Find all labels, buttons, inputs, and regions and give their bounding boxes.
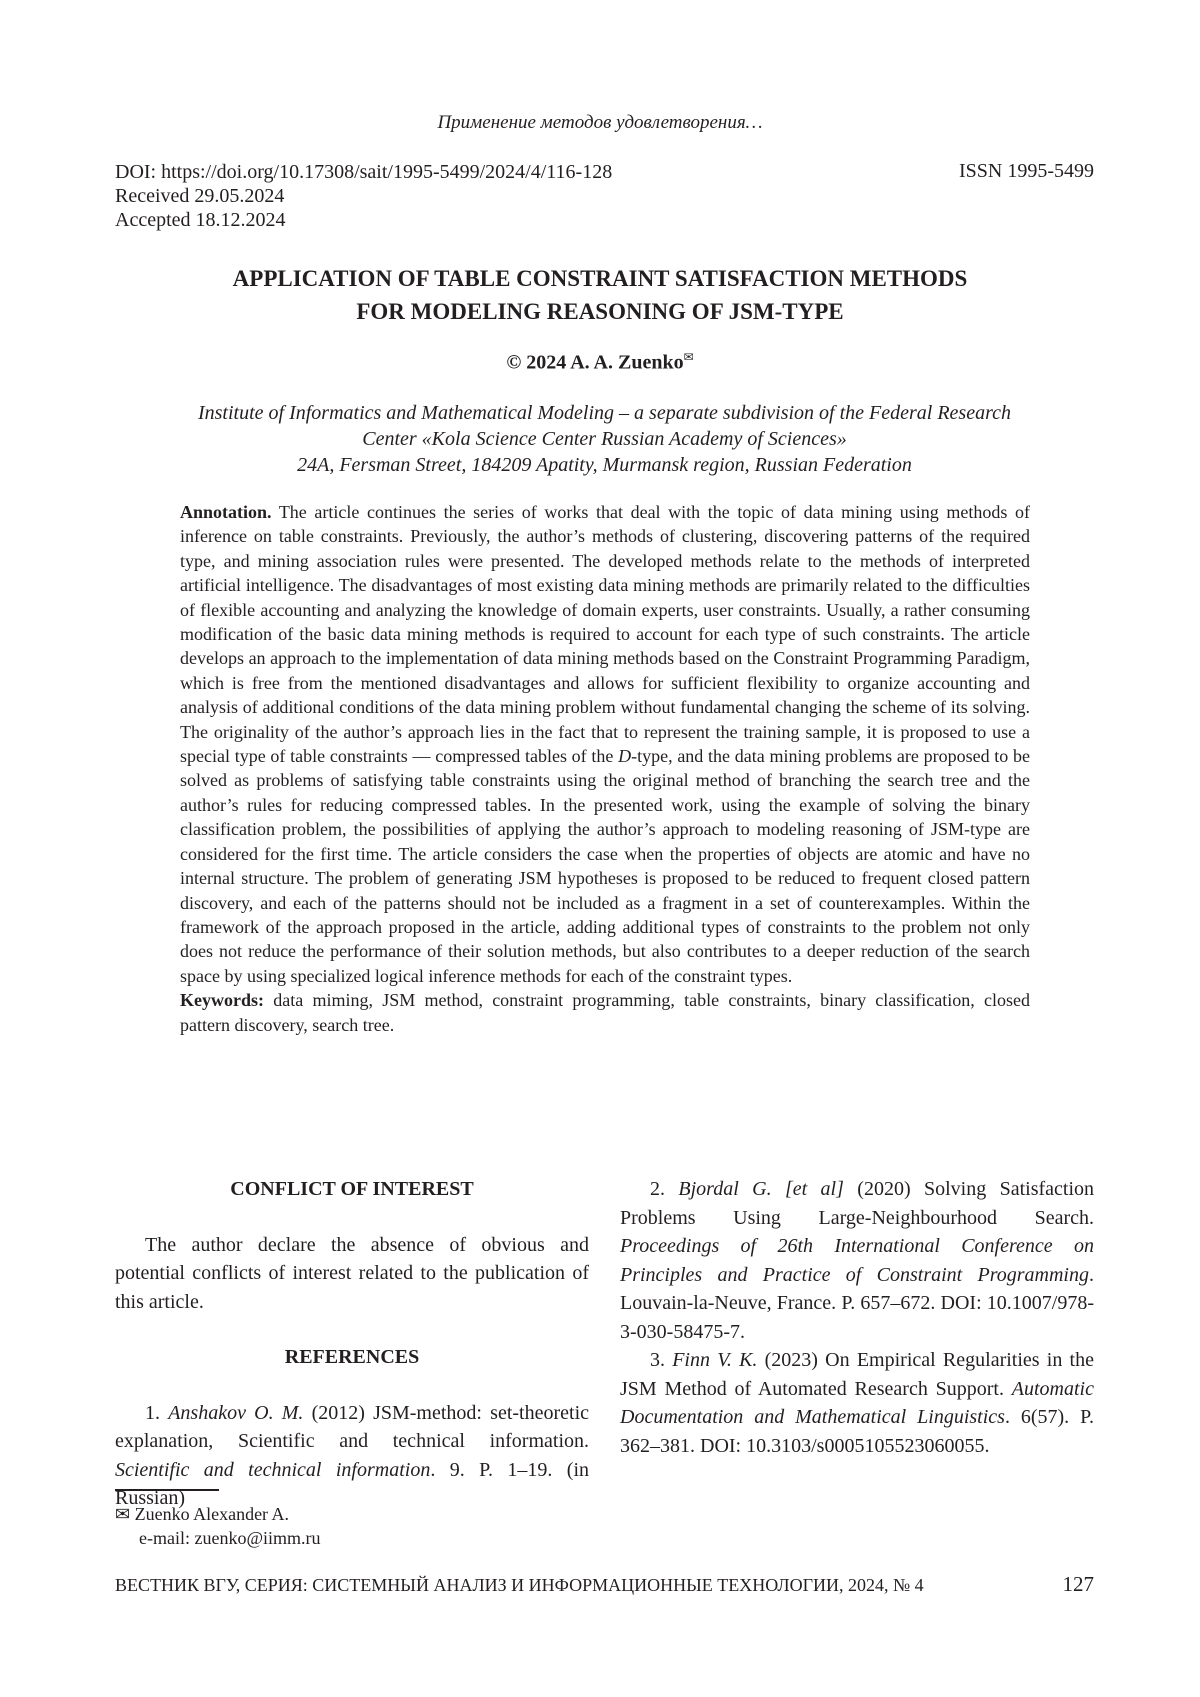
reference-item — [620, 1175, 1094, 1346]
affiliation — [115, 400, 1094, 478]
ref-text: (2020) Solving Satisfaction Problems Using Large-Neighbourhood Search. — [620, 1178, 1094, 1229]
ref-tail: . Louvain-la-Neuve, France. P. 657–672. DOI: 10.1007/978-3-030-58475-7. — [620, 1264, 1094, 1343]
footer-journal: ВЕСТНИК ВГУ, СЕРИЯ: СИСТЕМНЫЙ АНАЛИЗ И ИНФОРМАЦИОННЫЕ ТЕХНОЛОГИИ, 2024, № 4 — [115, 1575, 924, 1596]
article-title — [0, 262, 1200, 328]
keywords — [180, 988, 1030, 1037]
reference-item — [620, 1346, 1094, 1460]
footnote-email: e-mail: zuenko@iimm.ru — [115, 1526, 321, 1550]
annotation-label: Annotation. — [180, 502, 272, 522]
accepted-date: Accepted 18.12.2024 — [115, 208, 612, 232]
ref-author: Anshakov O. M. — [168, 1402, 303, 1424]
issn: ISSN 1995-5499 — [959, 160, 1094, 183]
ref-num: 2. — [650, 1178, 678, 1200]
page-number: 127 — [1063, 1572, 1095, 1597]
ref-journal: Automatic Documentation and Mathematical Linguistics — [620, 1378, 1094, 1429]
ref-journal: Scientific and technical information — [115, 1459, 430, 1481]
page-footer — [115, 1572, 1094, 1597]
received-date: Received 29.05.2024 — [115, 184, 612, 208]
title-line: APPLICATION OF TABLE CONSTRAINT SATISFACTION METHODS — [0, 262, 1200, 295]
article-meta — [115, 160, 612, 232]
author-name: © 2024 A. A. Zuenko — [506, 352, 683, 374]
affiliation-line: 24A, Fersman Street, 184209 Apatity, Murmansk region, Russian Federation — [115, 452, 1094, 478]
conflict-heading: CONFLICT OF INTEREST — [115, 1175, 589, 1204]
ref-num: 3. — [650, 1349, 672, 1371]
annotation-text: -type, and the data mining problems are proposed to be solved as problems of satisfying table constraints using the original method of branching the search tree and the author’s rules for reducing compressed tables. In the presented work, using the example of solving the binary classification problem, the possibilities of applying the author’s approach to modeling reasoning of JSM-type are considered for the first time. The article considers the case when the properties of objects are atomic and have no internal structure. The problem of generating JSM hypotheses is proposed to be reduced to frequent closed pattern discovery, and each of the patterns should not be included as a fragment in a set of counterexamples. Within the framework of the approach proposed in the article, adding additional types of constraints to the problem not only does not reduce the performance of their solution methods, but also contributes to a deeper reduction of the search space by using specialized logical inference methods for each of the constraint types. — [180, 746, 1030, 986]
doi: DOI: https://doi.org/10.17308/sait/1995-5499/2024/4/116-128 — [115, 160, 612, 184]
affiliation-line: Institute of Informatics and Mathematical Modeling – a separate subdivision of the Federal Research — [115, 400, 1094, 426]
conflict-text: The author declare the absence of obvious and potential conflicts of interest related to the publication of this article. — [115, 1231, 589, 1317]
annotation-italic: D — [618, 746, 631, 766]
footnote — [115, 1502, 321, 1550]
title-line: FOR MODELING REASONING OF JSM-TYPE — [0, 295, 1200, 328]
envelope-icon: ✉ — [684, 350, 694, 364]
annotation-text: The article continues the series of works that deal with the topic of data mining using methods of inference on table constraints. Previously, the author’s methods of clustering, discovering patterns of the required type, and mining association rules were presented. The developed methods relate to the methods of interpreted artificial intelligence. The disadvantages of most existing data mining methods are primarily related to the difficulties of flexible accounting and analyzing the knowledge of domain experts, user constraints. Usually, a rather consuming modification of the basic data mining methods is required to account for each type of such constraints. The article develops an approach to the implementation of data mining methods based on the Constraint Programming Paradigm, which is free from the mentioned disadvantages and allows for sufficient flexibility to organize accounting and analysis of additional conditions of the data mining problem without fundamental changing the scheme of its solving. The originality of the author’s approach lies in the fact that to represent the training sample, it is proposed to use a special type of table constraints — compressed tables of the — [180, 502, 1030, 766]
envelope-icon: ✉ — [115, 1504, 130, 1524]
author — [0, 350, 1200, 375]
references-heading: REFERENCES — [115, 1343, 589, 1372]
ref-tail: . 6(57). P. 362–381. DOI: 10.3103/s0005105523060055. — [620, 1406, 1094, 1457]
footnote-divider — [115, 1489, 219, 1491]
keywords-text: data miming, JSM method, constraint programming, table constraints, binary classification, closed pattern discovery, search tree. — [180, 990, 1030, 1034]
right-column — [620, 1175, 1094, 1460]
ref-journal: Proceedings of 26th International Conference on Principles and Practice of Constraint Programming — [620, 1235, 1094, 1286]
running-head: Применение методов удовлетворения… — [0, 112, 1200, 134]
affiliation-line: Center «Kola Science Center Russian Academy of Sciences» — [115, 426, 1094, 452]
ref-text: (2023) On Empirical Regularities in the JSM Method of Automated Research Support. — [620, 1349, 1094, 1400]
ref-author: Finn V. K. — [672, 1349, 757, 1371]
ref-tail: . 9. P. 1–19. (in Russian) — [115, 1459, 589, 1510]
annotation — [180, 500, 1030, 1037]
ref-author: Bjordal G. [et al] — [678, 1178, 844, 1200]
left-column — [115, 1175, 589, 1513]
ref-text: (2012) JSM-method: set-theoretic explanation, Scientific and technical information. — [115, 1402, 589, 1453]
reference-item — [115, 1399, 589, 1513]
footnote-name: Zuenko Alexander A. — [135, 1504, 289, 1524]
ref-num: 1. — [145, 1402, 168, 1424]
keywords-label: Keywords: — [180, 990, 264, 1010]
